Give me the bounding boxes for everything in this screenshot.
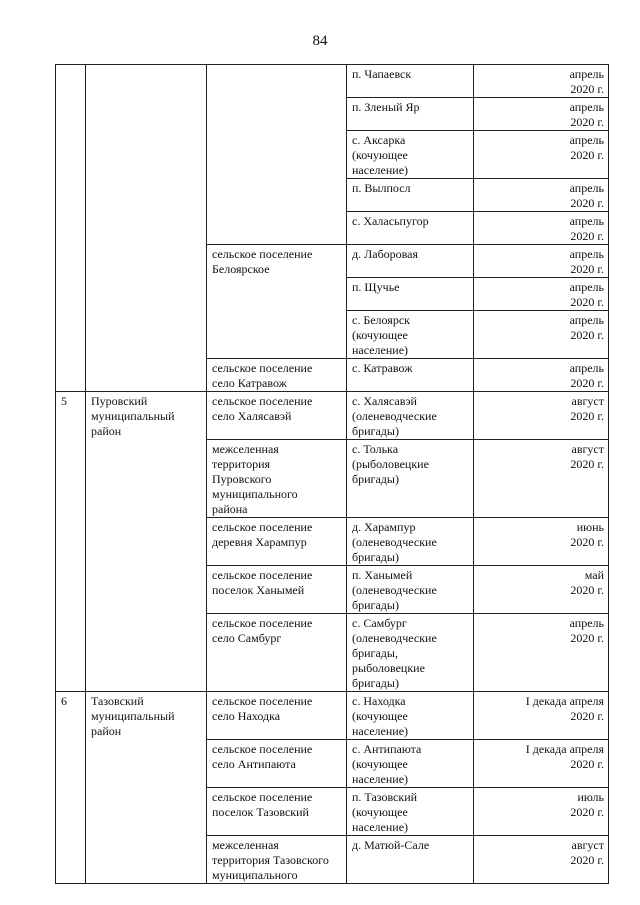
settlement-cell: сельское поселение Белоярское [207,245,347,359]
date-cell [474,311,609,359]
date-year: 2020 г. [570,853,604,867]
location-cell: с. Находка (кочующее население) [347,692,474,740]
district-cell: Тазовский муниципальный район [86,692,207,884]
date-cell [474,566,609,614]
date-cell [474,179,609,212]
date-year: 2020 г. [570,631,604,645]
row-number-cell: 5 [56,392,86,692]
date-period: июль [577,790,604,804]
date-period: апрель [569,100,604,114]
date-period: август [571,394,604,408]
settlement-cell: сельское поселение село Халясавэй [207,392,347,440]
date-cell [474,359,609,392]
date-cell [474,836,609,884]
settlement-cell: межселенная территория Пуровского муниципального района [207,440,347,518]
date-cell [474,788,609,836]
settlement-cell: сельское поселение село Катравож [207,359,347,392]
location-cell: с. Халасьпугор [347,212,474,245]
date-year: 2020 г. [570,115,604,129]
settlement-cell: межселенная территория Тазовского муниципального [207,836,347,884]
settlement-cell: сельское поселение село Самбург [207,614,347,692]
table-row [56,692,609,740]
date-year: 2020 г. [570,262,604,276]
date-cell [474,440,609,518]
location-cell: с. Самбург (оленеводческие бригады, рыболовецкие бригады) [347,614,474,692]
date-cell [474,614,609,692]
date-year: 2020 г. [570,709,604,723]
date-cell [474,740,609,788]
date-period: апрель [569,313,604,327]
settlement-cell: сельское поселение село Находка [207,692,347,740]
date-cell [474,212,609,245]
date-cell [474,65,609,98]
date-year: 2020 г. [570,583,604,597]
date-year: 2020 г. [570,376,604,390]
date-year: 2020 г. [570,328,604,342]
settlement-cell: сельское поселение поселок Тазовский [207,788,347,836]
location-cell: п. Ханымей (оленеводческие бригады) [347,566,474,614]
page-number: 84 [312,33,328,49]
district-cell [86,65,207,392]
district-cell: Пуровский муниципальный район [86,392,207,692]
date-year: 2020 г. [570,535,604,549]
date-year: 2020 г. [570,229,604,243]
location-cell: с. Антипаюта (кочующее население) [347,740,474,788]
table-row [56,392,609,440]
settlement-cell: сельское поселение поселок Ханымей [207,566,347,614]
location-cell: п. Чапаевск [347,65,474,98]
row-number-cell [56,65,86,392]
row-number-cell: 6 [56,692,86,884]
schedule-table [55,64,609,884]
date-cell [474,98,609,131]
date-cell [474,392,609,440]
schedule-table-body [56,65,609,884]
location-cell: п. Тазовский (кочующее население) [347,788,474,836]
location-cell: п. Зленый Яр [347,98,474,131]
date-year: 2020 г. [570,457,604,471]
date-period: август [571,442,604,456]
settlement-cell [207,65,347,245]
location-cell: с. Аксарка (кочующее население) [347,131,474,179]
date-period: апрель [569,133,604,147]
date-year: 2020 г. [570,82,604,96]
location-cell: д. Матюй-Сале [347,836,474,884]
date-cell [474,518,609,566]
date-cell [474,278,609,311]
date-year: 2020 г. [570,196,604,210]
location-cell: п. Вылпосл [347,179,474,212]
settlement-cell: сельское поселение деревня Харампур [207,518,347,566]
date-year: 2020 г. [570,409,604,423]
date-period: апрель [569,67,604,81]
date-period: апрель [569,616,604,630]
date-cell [474,245,609,278]
date-period: август [571,838,604,852]
location-cell: д. Харампур (оленеводческие бригады) [347,518,474,566]
date-year: 2020 г. [570,757,604,771]
location-cell: д. Лаборовая [347,245,474,278]
date-year: 2020 г. [570,148,604,162]
date-period: апрель [569,214,604,228]
location-cell: с. Катравож [347,359,474,392]
date-period: апрель [569,181,604,195]
settlement-cell: сельское поселение село Антипаюта [207,740,347,788]
table-row [56,65,609,98]
date-year: 2020 г. [570,805,604,819]
date-period: I декада апреля [525,742,604,756]
location-cell: с. Толька (рыболовецкие бригады) [347,440,474,518]
date-year: 2020 г. [570,295,604,309]
location-cell: п. Щучье [347,278,474,311]
location-cell: с. Белоярск (кочующее население) [347,311,474,359]
date-period: I декада апреля [525,694,604,708]
date-cell [474,692,609,740]
date-period: апрель [569,361,604,375]
date-cell [474,131,609,179]
date-period: апрель [569,280,604,294]
location-cell: с. Халясавэй (оленеводческие бригады) [347,392,474,440]
date-period: май [584,568,604,582]
date-period: июнь [576,520,604,534]
date-period: апрель [569,247,604,261]
